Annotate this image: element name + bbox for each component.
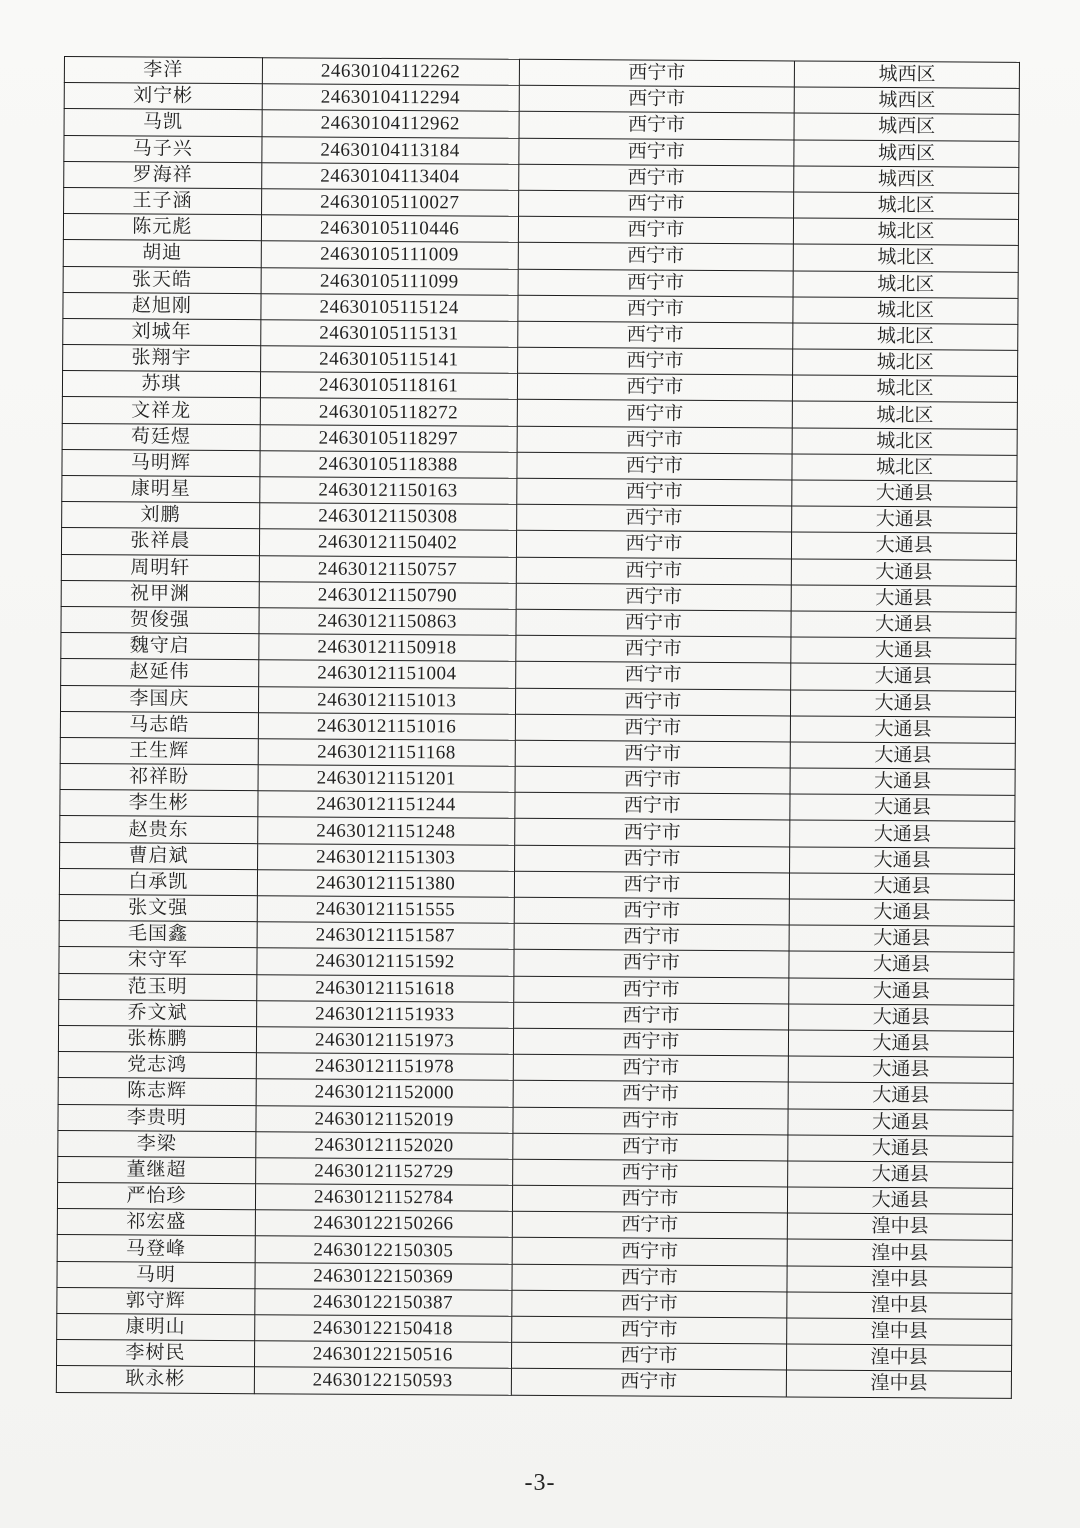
id-number-cell: 24630104113184 (262, 136, 519, 164)
city-cell: 西宁市 (518, 243, 794, 271)
city-cell: 西宁市 (513, 1054, 789, 1082)
district-cell: 大通县 (790, 742, 1015, 770)
name-cell: 刘鹏 (62, 502, 260, 529)
name-cell: 范玉明 (59, 973, 257, 1000)
city-cell: 西宁市 (514, 793, 790, 821)
id-number-cell: 24630105118297 (260, 424, 517, 452)
city-cell: 西宁市 (515, 635, 791, 663)
name-cell: 苟廷煜 (62, 423, 260, 450)
city-cell: 西宁市 (514, 897, 790, 925)
district-cell: 城北区 (792, 428, 1017, 456)
city-cell: 西宁市 (519, 112, 795, 140)
name-cell: 张天皓 (63, 266, 261, 293)
district-cell: 大通县 (788, 1108, 1013, 1136)
name-cell: 康明山 (57, 1313, 255, 1340)
district-cell: 城北区 (792, 454, 1017, 482)
district-cell: 大通县 (792, 480, 1017, 508)
name-cell: 王子涵 (64, 187, 262, 214)
id-number-cell: 24630122150305 (255, 1236, 512, 1264)
name-cell: 马子兴 (64, 135, 262, 162)
district-cell: 大通县 (788, 1161, 1013, 1189)
city-cell: 西宁市 (518, 269, 794, 297)
name-cell: 祝甲渊 (61, 580, 259, 607)
district-cell: 大通县 (788, 1056, 1013, 1084)
district-cell: 大通县 (790, 820, 1015, 848)
city-cell: 西宁市 (516, 583, 792, 611)
district-cell: 大通县 (791, 689, 1016, 717)
city-cell: 西宁市 (516, 609, 792, 637)
district-cell: 湟中县 (787, 1344, 1012, 1372)
city-cell: 西宁市 (518, 138, 794, 166)
name-cell: 毛国鑫 (59, 921, 257, 948)
district-cell: 大通县 (789, 1004, 1014, 1032)
city-cell: 西宁市 (515, 688, 791, 716)
name-cell: 党志鸿 (58, 1052, 256, 1079)
city-cell: 西宁市 (516, 478, 792, 506)
id-number-cell: 24630121150402 (259, 529, 516, 557)
city-cell: 西宁市 (513, 976, 789, 1004)
city-cell: 西宁市 (514, 923, 790, 951)
id-number-cell: 24630122150369 (255, 1262, 512, 1290)
city-cell: 西宁市 (516, 557, 792, 585)
city-cell: 西宁市 (511, 1369, 787, 1397)
id-number-cell: 24630121151380 (257, 870, 514, 898)
id-number-cell: 24630121150757 (259, 555, 516, 583)
name-cell: 李洋 (64, 57, 262, 84)
city-cell: 西宁市 (516, 531, 792, 559)
city-cell: 西宁市 (519, 59, 795, 87)
name-cell: 张文强 (59, 894, 257, 921)
district-cell: 大通县 (788, 1135, 1013, 1163)
city-cell: 西宁市 (512, 1212, 788, 1240)
district-cell: 湟中县 (787, 1292, 1012, 1320)
city-cell: 西宁市 (513, 950, 789, 978)
name-cell: 祁宏盛 (57, 1209, 255, 1236)
district-cell: 大通县 (788, 1082, 1013, 1110)
id-number-cell: 24630121150308 (259, 503, 516, 531)
district-cell: 大通县 (789, 899, 1014, 927)
city-cell: 西宁市 (517, 295, 793, 323)
district-cell: 城西区 (794, 113, 1019, 141)
id-number-cell: 24630121151016 (258, 712, 515, 740)
name-cell: 曹启斌 (60, 842, 258, 869)
district-cell: 大通县 (789, 978, 1014, 1006)
id-number-cell: 24630122150418 (254, 1315, 511, 1343)
city-cell: 西宁市 (515, 766, 791, 794)
name-cell: 胡迪 (63, 240, 261, 267)
id-number-cell: 24630121150918 (259, 634, 516, 662)
id-number-cell: 24630121150863 (259, 608, 516, 636)
district-cell: 湟中县 (788, 1213, 1013, 1241)
district-cell: 湟中县 (787, 1266, 1012, 1294)
city-cell: 西宁市 (515, 714, 791, 742)
id-number-cell: 24630104112262 (262, 58, 519, 86)
city-cell: 西宁市 (514, 871, 790, 899)
name-cell: 罗海祥 (64, 161, 262, 188)
name-cell: 陈元彪 (63, 214, 261, 241)
id-number-cell: 24630121151168 (258, 739, 515, 767)
id-number-cell: 24630122150266 (255, 1210, 512, 1238)
district-cell: 大通县 (790, 847, 1015, 875)
id-number-cell: 24630121152020 (256, 1131, 513, 1159)
name-cell: 郭守辉 (57, 1287, 255, 1314)
city-cell: 西宁市 (517, 321, 793, 349)
name-cell: 张翔宇 (63, 345, 261, 372)
name-cell: 魏守启 (61, 633, 259, 660)
name-cell: 文祥龙 (62, 397, 260, 424)
id-number-cell: 24630122150387 (255, 1289, 512, 1317)
district-cell: 大通县 (788, 1187, 1013, 1215)
district-cell: 城北区 (793, 297, 1018, 325)
name-cell: 赵旭刚 (63, 292, 261, 319)
page-number: -3- (524, 1470, 556, 1496)
id-number-cell: 24630121152000 (256, 1079, 513, 1107)
city-cell: 西宁市 (511, 1316, 787, 1344)
id-number-cell: 24630121151555 (257, 896, 514, 924)
roster-table (56, 56, 1020, 1398)
district-cell: 城西区 (794, 166, 1019, 194)
name-cell: 马明辉 (62, 449, 260, 476)
district-cell: 城西区 (794, 140, 1019, 168)
district-cell: 城北区 (792, 401, 1017, 429)
id-number-cell: 24630121151618 (257, 974, 514, 1002)
district-cell: 大通县 (791, 637, 1016, 665)
table-row (56, 1366, 1011, 1398)
id-number-cell: 24630121151248 (257, 817, 514, 845)
id-number-cell: 24630121152729 (255, 1158, 512, 1186)
name-cell: 李树民 (56, 1340, 254, 1367)
name-cell: 耿永彬 (56, 1366, 254, 1393)
district-cell: 城西区 (794, 87, 1019, 115)
city-cell: 西宁市 (513, 1002, 789, 1030)
name-cell: 董继超 (58, 1156, 256, 1183)
district-cell: 城北区 (793, 323, 1018, 351)
id-number-cell: 24630105111099 (261, 267, 518, 295)
city-cell: 西宁市 (513, 1028, 789, 1056)
name-cell: 陈志辉 (58, 1078, 256, 1105)
district-cell: 大通县 (791, 585, 1016, 613)
city-cell: 西宁市 (519, 85, 795, 113)
name-cell: 李国庆 (60, 685, 258, 712)
id-number-cell: 24630121151244 (258, 791, 515, 819)
district-cell: 湟中县 (787, 1370, 1012, 1398)
city-cell: 西宁市 (517, 347, 793, 375)
name-cell: 张栋鹏 (58, 1025, 256, 1052)
name-cell: 王生辉 (60, 737, 258, 764)
district-cell: 湟中县 (787, 1239, 1012, 1267)
name-cell: 周明轩 (61, 554, 259, 581)
id-number-cell: 24630105115124 (261, 293, 518, 321)
district-cell: 大通县 (792, 506, 1017, 534)
id-number-cell: 24630121151933 (256, 1000, 513, 1028)
district-cell: 城北区 (793, 349, 1018, 377)
id-number-cell: 24630105110027 (261, 189, 518, 217)
district-cell: 城北区 (794, 218, 1019, 246)
city-cell: 西宁市 (518, 216, 794, 244)
district-cell: 大通县 (791, 611, 1016, 639)
name-cell: 白承凯 (59, 868, 257, 895)
name-cell: 贺俊强 (61, 606, 259, 633)
name-cell: 苏琪 (62, 371, 260, 398)
id-number-cell: 24630121152019 (256, 1105, 513, 1133)
city-cell: 西宁市 (514, 845, 790, 873)
district-cell: 城北区 (794, 192, 1019, 220)
name-cell: 刘宁彬 (64, 83, 262, 110)
district-cell: 大通县 (792, 559, 1017, 587)
district-cell: 大通县 (789, 951, 1014, 979)
city-cell: 西宁市 (517, 426, 793, 454)
id-number-cell: 24630105111009 (261, 241, 518, 269)
id-number-cell: 24630121151587 (257, 922, 514, 950)
id-number-cell: 24630121151973 (256, 1027, 513, 1055)
id-number-cell: 24630121150163 (260, 477, 517, 505)
city-cell: 西宁市 (517, 452, 793, 480)
district-cell: 城北区 (793, 270, 1018, 298)
district-cell: 城北区 (793, 375, 1018, 403)
city-cell: 西宁市 (511, 1290, 787, 1318)
id-number-cell: 24630104112962 (262, 110, 519, 138)
district-cell: 大通县 (789, 925, 1014, 953)
name-cell: 刘城年 (63, 318, 261, 345)
city-cell: 西宁市 (514, 819, 790, 847)
id-number-cell: 24630104113404 (261, 162, 518, 190)
district-cell: 大通县 (789, 1030, 1014, 1058)
id-number-cell: 24630122150516 (254, 1341, 511, 1369)
roster-table-body (56, 57, 1019, 1398)
id-number-cell: 24630121152784 (255, 1184, 512, 1212)
name-cell: 康明星 (62, 475, 260, 502)
district-cell: 大通县 (792, 532, 1017, 560)
city-cell: 西宁市 (517, 400, 793, 428)
id-number-cell: 24630105118272 (260, 398, 517, 426)
city-cell: 西宁市 (512, 1238, 788, 1266)
name-cell: 祁祥盼 (60, 764, 258, 791)
city-cell: 西宁市 (512, 1185, 788, 1213)
city-cell: 西宁市 (512, 1264, 788, 1292)
name-cell: 李梁 (58, 1130, 256, 1157)
name-cell: 马志皓 (60, 711, 258, 738)
id-number-cell: 24630104112294 (262, 84, 519, 112)
city-cell: 西宁市 (517, 374, 793, 402)
id-number-cell: 24630105110446 (261, 215, 518, 243)
city-cell: 西宁市 (515, 740, 791, 768)
city-cell: 西宁市 (512, 1159, 788, 1187)
name-cell: 赵贵东 (60, 816, 258, 843)
name-cell: 李贵明 (58, 1104, 256, 1131)
id-number-cell: 24630121151201 (258, 765, 515, 793)
id-number-cell: 24630121151303 (257, 843, 514, 871)
id-number-cell: 24630105115141 (260, 346, 517, 374)
city-cell: 西宁市 (513, 1081, 789, 1109)
name-cell: 宋守军 (59, 947, 257, 974)
id-number-cell: 24630122150593 (254, 1367, 511, 1395)
id-number-cell: 24630121151004 (258, 660, 515, 688)
district-cell: 湟中县 (787, 1318, 1012, 1346)
id-number-cell: 24630105115131 (261, 320, 518, 348)
name-cell: 严怡珍 (57, 1183, 255, 1210)
district-cell: 大通县 (791, 663, 1016, 691)
city-cell: 西宁市 (513, 1107, 789, 1135)
city-cell: 西宁市 (518, 164, 794, 192)
id-number-cell: 24630105118161 (260, 372, 517, 400)
name-cell: 张祥晨 (61, 528, 259, 555)
name-cell: 赵延伟 (61, 659, 259, 686)
city-cell: 西宁市 (512, 1133, 788, 1161)
name-cell: 马登峰 (57, 1235, 255, 1262)
district-cell: 城北区 (793, 244, 1018, 272)
name-cell: 李生彬 (60, 790, 258, 817)
district-cell: 大通县 (791, 716, 1016, 744)
district-cell: 城西区 (795, 61, 1020, 89)
district-cell: 大通县 (790, 873, 1015, 901)
city-cell: 西宁市 (515, 662, 791, 690)
name-cell: 马凯 (64, 109, 262, 136)
id-number-cell: 24630121150790 (259, 581, 516, 609)
city-cell: 西宁市 (518, 190, 794, 218)
city-cell: 西宁市 (511, 1342, 787, 1370)
city-cell: 西宁市 (516, 504, 792, 532)
name-cell: 马明 (57, 1261, 255, 1288)
district-cell: 大通县 (790, 768, 1015, 796)
name-cell: 乔文斌 (59, 999, 257, 1026)
district-cell: 大通县 (790, 794, 1015, 822)
id-number-cell: 24630121151978 (256, 1053, 513, 1081)
id-number-cell: 24630121151592 (257, 948, 514, 976)
id-number-cell: 24630121151013 (258, 686, 515, 714)
id-number-cell: 24630105118388 (260, 451, 517, 479)
